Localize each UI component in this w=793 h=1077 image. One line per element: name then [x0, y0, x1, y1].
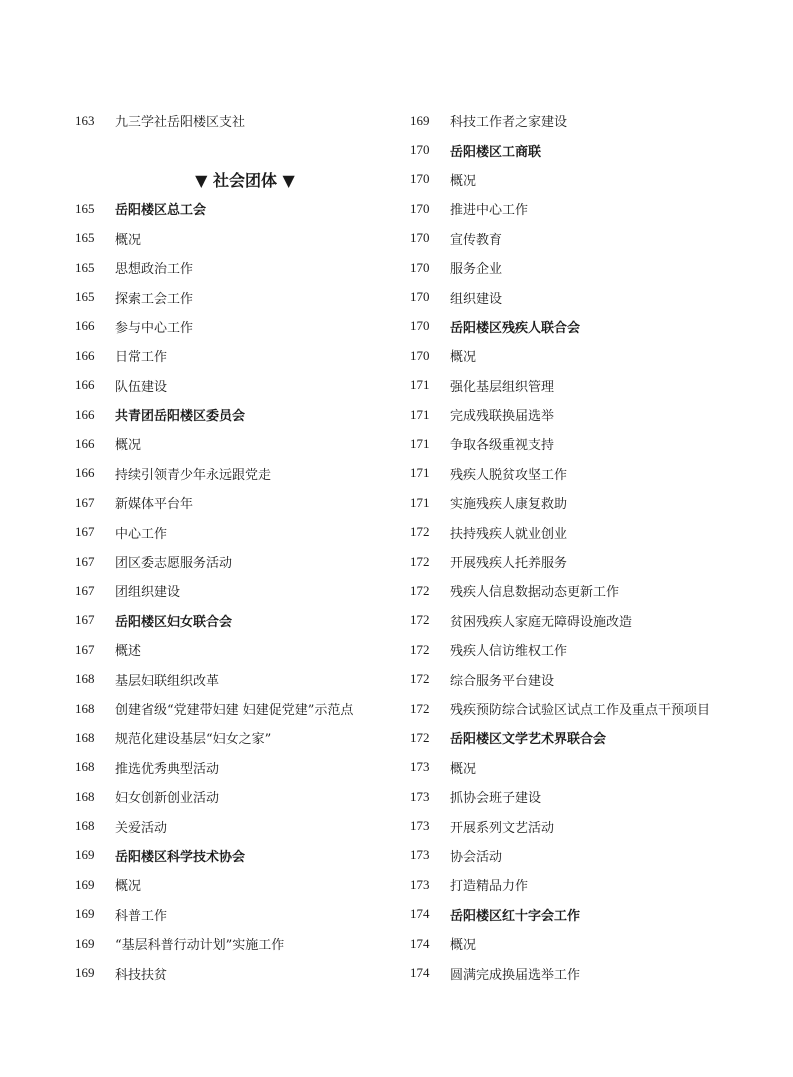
toc-entry[interactable]	[75, 341, 395, 370]
toc-right-column	[410, 106, 740, 988]
entry-title: 规范化建设基层“妇女之家”	[115, 732, 272, 748]
page-number: 163	[75, 112, 95, 128]
entry-title: 综合服务平台建设	[450, 673, 555, 689]
page-number: 170	[410, 289, 430, 305]
page-number: 168	[75, 788, 95, 804]
page-number: 172	[410, 729, 430, 745]
entry-title: 扶持残疾人就业创业	[450, 526, 568, 542]
page-number: 167	[75, 582, 95, 598]
toc-entry[interactable]	[75, 429, 395, 458]
entry-title: 岳阳楼区科学技术协会	[115, 849, 246, 865]
toc-entry[interactable]	[410, 488, 740, 517]
page-number: 173	[410, 818, 430, 834]
toc-entry[interactable]	[75, 547, 395, 576]
toc-entry[interactable]	[410, 811, 740, 840]
page-number: 169	[75, 876, 95, 892]
toc-entry[interactable]	[75, 459, 395, 488]
entry-title: 残疾人信息数据动态更新工作	[450, 585, 620, 601]
entry-title: 共青团岳阳楼区委员会	[115, 409, 246, 425]
toc-entry[interactable]	[410, 371, 740, 400]
page-number: 172	[410, 700, 430, 716]
entry-title: 岳阳楼区文学艺术界联合会	[450, 732, 607, 748]
entry-title: 争取各级重视支持	[450, 438, 555, 454]
toc-entry[interactable]	[75, 224, 395, 253]
section-heading: ▼ 社会团体 ▼	[195, 170, 295, 190]
toc-entry[interactable]	[75, 664, 395, 693]
page-number: 171	[410, 494, 430, 510]
toc-entry[interactable]	[410, 253, 740, 282]
toc-entry[interactable]	[410, 459, 740, 488]
entry-title: 概况	[115, 879, 142, 895]
toc-entry[interactable]	[75, 694, 395, 723]
toc-entry[interactable]	[75, 753, 395, 782]
toc-entry[interactable]	[75, 253, 395, 282]
entry-title: 中心工作	[115, 526, 168, 542]
page-number: 165	[75, 200, 95, 216]
spacer	[75, 135, 395, 164]
page-number: 166	[75, 435, 95, 451]
entry-title: 探索工会工作	[115, 291, 194, 307]
page-number: 167	[75, 641, 95, 657]
entry-title: 团区委志愿服务活动	[115, 556, 233, 572]
page-number: 168	[75, 759, 95, 775]
page-number: 166	[75, 406, 95, 422]
toc-entry[interactable]	[410, 429, 740, 458]
page-number: 169	[410, 112, 430, 128]
entry-title: 残疾预防综合试验区试点工作及重点干预项目	[450, 703, 711, 718]
entry-title: 组织建设	[450, 291, 503, 307]
page-number: 170	[410, 347, 430, 363]
toc-entry[interactable]	[410, 753, 740, 782]
page-number: 169	[75, 935, 95, 951]
toc-heading-entry[interactable]	[75, 841, 395, 870]
toc-entry[interactable]	[410, 782, 740, 811]
page-number: 171	[410, 377, 430, 393]
toc-entry[interactable]	[75, 106, 395, 135]
page-number: 165	[75, 289, 95, 305]
entry-title: 实施残疾人康复救助	[450, 497, 568, 513]
entry-title: 圆满完成换届选举工作	[450, 967, 581, 983]
page-number: 173	[410, 876, 430, 892]
toc-heading-entry[interactable]	[410, 900, 740, 929]
entry-title: 岳阳楼区残疾人联合会	[450, 320, 581, 336]
toc-entry[interactable]	[410, 576, 740, 605]
entry-title: 队伍建设	[115, 379, 168, 395]
toc-entry[interactable]	[410, 870, 740, 899]
entry-title: 服务企业	[450, 262, 503, 278]
entry-title: 残疾人脱贫攻坚工作	[450, 467, 568, 483]
page-number: 167	[75, 553, 95, 569]
toc-heading-entry[interactable]	[75, 400, 395, 429]
entry-title: 概况	[450, 761, 477, 777]
entry-title: 参与中心工作	[115, 320, 194, 336]
toc-heading-entry[interactable]	[410, 723, 740, 752]
page-number: 168	[75, 671, 95, 687]
entry-title: 岳阳楼区红十字会工作	[450, 908, 581, 924]
toc-entry[interactable]	[410, 664, 740, 693]
entry-title: 岳阳楼区妇女联合会	[115, 614, 233, 630]
toc-entry[interactable]	[410, 165, 740, 194]
entry-title: 基层妇联组织改革	[115, 673, 220, 689]
toc-entry[interactable]	[410, 694, 740, 723]
toc-entry[interactable]	[75, 723, 395, 752]
page-number: 165	[75, 230, 95, 246]
page-number: 170	[410, 171, 430, 187]
entry-title: 宣传教育	[450, 232, 503, 248]
page-number: 170	[410, 142, 430, 158]
entry-title: 岳阳楼区总工会	[115, 203, 207, 219]
page-number: 170	[410, 318, 430, 334]
entry-title: 持续引领青少年永远跟党走	[115, 467, 272, 483]
page-number: 168	[75, 729, 95, 745]
page-number: 170	[410, 259, 430, 275]
page-number: 172	[410, 671, 430, 687]
page-number: 168	[75, 700, 95, 716]
entry-title: 完成残联换届选举	[450, 409, 555, 425]
page-number: 170	[410, 200, 430, 216]
entry-title: 创建省级“党建带妇建 妇建促党建”示范点	[115, 703, 354, 718]
entry-title: 概况	[115, 438, 142, 454]
page-number: 173	[410, 788, 430, 804]
toc-entry[interactable]	[75, 900, 395, 929]
entry-title: 关爱活动	[115, 820, 168, 836]
toc-entry[interactable]	[410, 547, 740, 576]
toc-entry[interactable]	[75, 517, 395, 546]
entry-title: 残疾人信访维权工作	[450, 644, 568, 660]
toc-entry[interactable]	[410, 224, 740, 253]
toc-entry[interactable]	[75, 282, 395, 311]
toc-entry[interactable]	[410, 341, 740, 370]
toc-entry[interactable]	[75, 635, 395, 664]
entry-title: 打造精品力作	[450, 879, 529, 895]
entry-title: 抓协会班子建设	[450, 791, 542, 807]
toc-entry[interactable]	[410, 841, 740, 870]
toc-entry[interactable]	[75, 811, 395, 840]
toc-entry[interactable]	[75, 312, 395, 341]
entry-title: 概况	[450, 938, 477, 954]
page-number: 174	[410, 935, 430, 951]
page-number: 169	[75, 906, 95, 922]
page-number: 172	[410, 641, 430, 657]
page-number: 169	[75, 965, 95, 981]
page-number: 167	[75, 494, 95, 510]
toc-entry[interactable]	[75, 958, 395, 987]
entry-title: 团组织建设	[115, 585, 181, 601]
entry-title: 科普工作	[115, 908, 168, 924]
entry-title: 概况	[450, 173, 477, 189]
toc-heading-entry[interactable]	[75, 606, 395, 635]
toc-heading-entry[interactable]	[410, 312, 740, 341]
entry-title: 概况	[450, 350, 477, 366]
page-number: 174	[410, 906, 430, 922]
toc-entry[interactable]	[410, 282, 740, 311]
entry-title: 协会活动	[450, 849, 503, 865]
entry-title: 开展残疾人托养服务	[450, 556, 568, 572]
page-number: 171	[410, 435, 430, 451]
toc-entry[interactable]	[75, 782, 395, 811]
page-number: 173	[410, 759, 430, 775]
page-number: 167	[75, 524, 95, 540]
page-number: 166	[75, 318, 95, 334]
page-number: 165	[75, 259, 95, 275]
entry-title: 推选优秀典型活动	[115, 761, 220, 777]
entry-title: 科技工作者之家建设	[450, 115, 568, 131]
entry-title: 日常工作	[115, 350, 168, 366]
page-number: 166	[75, 377, 95, 393]
entry-title: 妇女创新创业活动	[115, 791, 220, 807]
page-number: 171	[410, 465, 430, 481]
entry-title: 推进中心工作	[450, 203, 529, 219]
page-number: 172	[410, 553, 430, 569]
page-number: 172	[410, 582, 430, 598]
page-number: 166	[75, 347, 95, 363]
toc-heading-entry[interactable]	[410, 135, 740, 164]
page-number: 170	[410, 230, 430, 246]
entry-title: 科技扶贫	[115, 967, 168, 983]
entry-title: 思想政治工作	[115, 262, 194, 278]
entry-title: “基层科普行动计划”实施工作	[115, 938, 285, 954]
toc-entry[interactable]	[410, 635, 740, 664]
toc-entry[interactable]	[75, 929, 395, 958]
toc-entry[interactable]	[410, 929, 740, 958]
page-number: 168	[75, 818, 95, 834]
toc-entry[interactable]	[75, 870, 395, 899]
entry-title: 开展系列文艺活动	[450, 820, 555, 836]
entry-title: 新媒体平台年	[115, 497, 194, 513]
toc-entry[interactable]	[75, 488, 395, 517]
page-number: 173	[410, 847, 430, 863]
toc-entry[interactable]	[410, 606, 740, 635]
entry-title: 贫困残疾人家庭无障碍设施改造	[450, 614, 633, 630]
entry-title: 概况	[115, 232, 142, 248]
page-number: 174	[410, 965, 430, 981]
page-number: 169	[75, 847, 95, 863]
entry-title: 岳阳楼区工商联	[450, 144, 542, 160]
toc-entry[interactable]	[410, 958, 740, 987]
page-number: 166	[75, 465, 95, 481]
toc-entry[interactable]	[410, 194, 740, 223]
page-number: 172	[410, 524, 430, 540]
toc-left-column	[75, 106, 395, 988]
toc-entry[interactable]	[75, 371, 395, 400]
toc-entry[interactable]	[410, 400, 740, 429]
entry-title: 概述	[115, 644, 142, 660]
entry-title: 强化基层组织管理	[450, 379, 555, 395]
page-number: 167	[75, 612, 95, 628]
page-number: 172	[410, 612, 430, 628]
toc-heading-entry[interactable]	[75, 194, 395, 223]
toc-entry[interactable]	[410, 106, 740, 135]
toc-entry[interactable]	[75, 576, 395, 605]
entry-title: 九三学社岳阳楼区支社	[115, 115, 246, 131]
toc-entry[interactable]	[410, 517, 740, 546]
page-number: 171	[410, 406, 430, 422]
